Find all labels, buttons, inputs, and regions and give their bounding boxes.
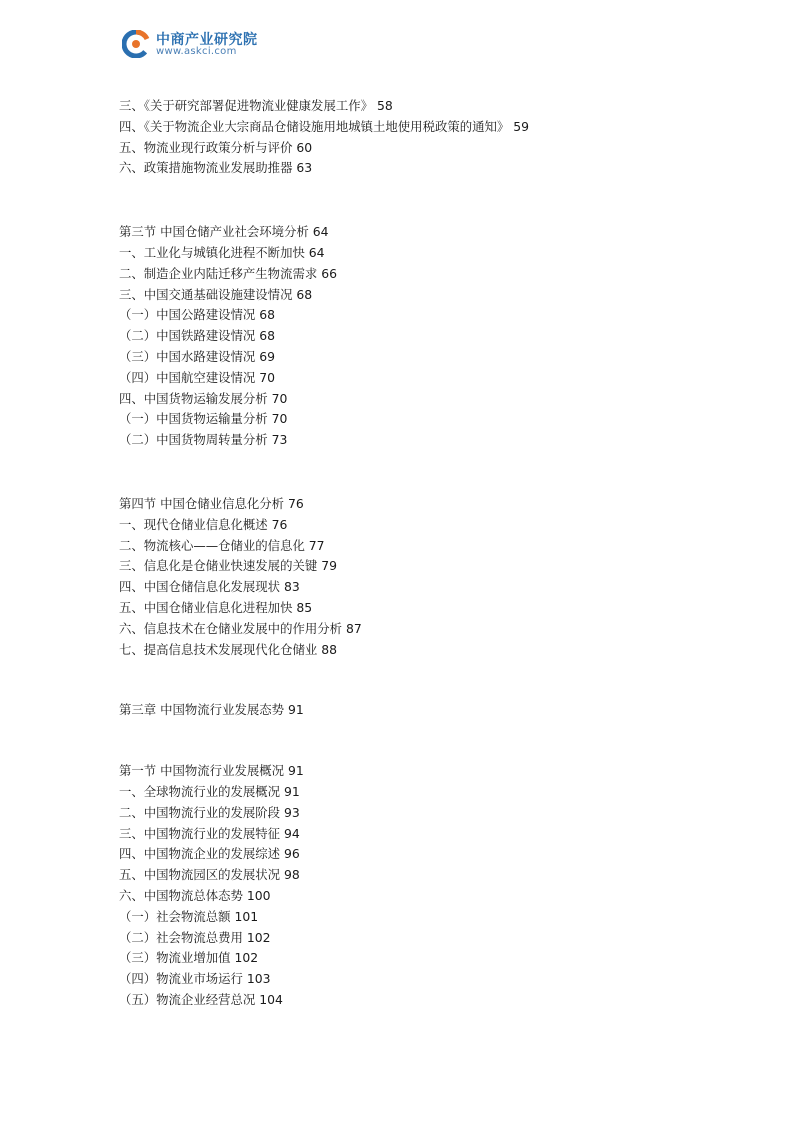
toc-group-3 [119, 494, 759, 660]
company-logo [122, 28, 292, 60]
toc-entry: 三、中国交通基础设施建设情况 68 [119, 286, 313, 302]
toc-entry: 五、中国仓储业信息化进程加快 85 [119, 599, 313, 615]
toc-entry: （五）物流企业经营总况 104 [119, 991, 283, 1007]
toc-entry: 一、现代仓储业信息化概述 76 [119, 516, 288, 532]
toc-entry: （二）中国铁路建设情况 68 [119, 328, 276, 344]
toc-entry: 三、中国物流行业的发展特征 94 [119, 825, 300, 841]
toc-entry: 二、中国物流行业的发展阶段 93 [119, 804, 300, 820]
toc-entry: 七、提高信息技术发展现代化仓储业 88 [119, 641, 337, 657]
toc-entry: 二、制造企业内陆迁移产生物流需求 66 [119, 265, 337, 281]
toc-entry: （四）物流业市场运行 103 [119, 971, 271, 987]
toc-entry: 四、《关于物流企业大宗商品仓储设施用地城镇土地使用税政策的通知》 59 [119, 118, 530, 134]
toc-entry: （二）中国货物周转量分析 73 [119, 432, 288, 448]
toc-entry: 一、工业化与城镇化进程不断加快 64 [119, 244, 325, 260]
toc-chapter-heading: 第三章 中国物流行业发展态势 91 [119, 702, 304, 718]
toc-entry: （三）物流业增加值 102 [119, 950, 259, 966]
toc-entry: （一）社会物流总额 101 [119, 908, 259, 924]
toc-entry: 二、物流核心——仓储业的信息化 77 [119, 537, 325, 553]
toc-group-4 [119, 761, 759, 1011]
toc-section-heading: 第一节 中国物流行业发展概况 91 [119, 763, 304, 779]
toc-entry: （一）中国公路建设情况 68 [119, 307, 276, 323]
toc-entry: 四、中国仓储信息化发展现状 83 [119, 579, 300, 595]
logo-url: www.askci.com [156, 46, 237, 57]
toc-group-2 [119, 222, 759, 451]
toc-entry: 五、中国物流园区的发展状况 98 [119, 867, 300, 883]
toc-entry: 六、政策措施物流业发展助推器 63 [119, 160, 313, 176]
toc-section-heading: 第三节 中国仓储产业社会环境分析 64 [119, 224, 329, 240]
table-of-contents [119, 96, 759, 1011]
toc-group-1 [119, 96, 759, 179]
toc-entry: 一、全球物流行业的发展概况 91 [119, 783, 300, 799]
logo-name: 中商产业研究院 [156, 32, 258, 48]
toc-entry: 六、中国物流总体态势 100 [119, 887, 271, 903]
toc-entry: 五、物流业现行政策分析与评价 60 [119, 139, 313, 155]
toc-section-heading: 第四节 中国仓储业信息化分析 76 [119, 495, 304, 511]
toc-entry: 六、信息技术在仓储业发展中的作用分析 87 [119, 620, 362, 636]
toc-entry: （一）中国货物运输量分析 70 [119, 411, 288, 427]
toc-entry: 三、信息化是仓储业快速发展的关键 79 [119, 558, 337, 574]
toc-entry: （四）中国航空建设情况 70 [119, 369, 276, 385]
toc-entry: 四、中国物流企业的发展综述 96 [119, 846, 300, 862]
toc-entry: （二）社会物流总费用 102 [119, 929, 271, 945]
toc-entry: 三、《关于研究部署促进物流业健康发展工作》 58 [119, 98, 393, 113]
logo-mark-icon [122, 30, 150, 58]
toc-entry: 四、中国货物运输发展分析 70 [119, 390, 288, 406]
toc-entry: （三）中国水路建设情况 69 [119, 348, 276, 364]
